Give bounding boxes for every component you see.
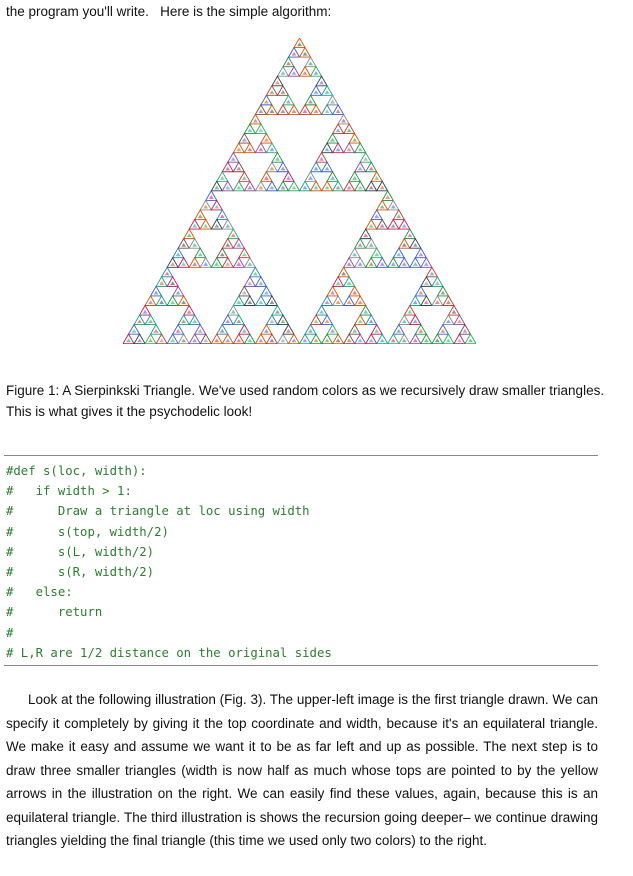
triangle-fill-mark [374, 329, 379, 333]
triangle-fill-mark [236, 186, 241, 190]
triangle-fill-mark [407, 233, 412, 237]
triangle-fill-mark [198, 329, 203, 333]
triangle-fill-mark [209, 195, 214, 199]
triangle-fill-mark [236, 338, 241, 342]
triangle-fill-mark [198, 214, 203, 218]
triangle-fill-mark [220, 252, 225, 256]
triangle-fill-mark [341, 272, 346, 276]
triangle-fill-mark [396, 252, 401, 256]
triangle-fill-mark [281, 71, 286, 75]
triangle-fill-mark [418, 291, 423, 295]
triangle-fill-mark [336, 109, 341, 113]
code-comment-marker: # [6, 585, 14, 600]
triangle-fill-mark [181, 243, 186, 247]
triangle-fill-mark [435, 300, 440, 304]
triangle-fill-mark [468, 338, 473, 342]
triangle-fill-mark [247, 281, 252, 285]
triangle-fill-mark [258, 338, 263, 342]
triangle-fill-mark [303, 71, 308, 75]
triangle-fill-mark [424, 300, 429, 304]
triangle-fill-mark [325, 90, 330, 94]
triangle-fill-mark [264, 138, 269, 142]
triangle-fill-mark [424, 281, 429, 285]
triangle-fill-mark [225, 319, 230, 323]
triangle-fill-mark [380, 205, 385, 209]
triangle-fill-mark [402, 243, 407, 247]
triangle-fill-mark [203, 338, 208, 342]
triangle-fill-mark [308, 329, 313, 333]
triangle-fill-mark [187, 233, 192, 237]
triangle-fill-mark [391, 338, 396, 342]
code-line [6, 582, 332, 602]
triangle-fill-mark [132, 329, 137, 333]
triangle-fill-mark [352, 291, 357, 295]
triangle-fill-mark [396, 329, 401, 333]
triangle-fill-mark [292, 109, 297, 113]
triangle-fill-mark [225, 262, 230, 266]
triangle-fill-mark [247, 300, 252, 304]
triangle-fill-mark [281, 90, 286, 94]
triangle-fill-mark [308, 61, 313, 65]
triangle-fill-mark [336, 300, 341, 304]
code-line-text: s(top, width/2) [13, 524, 169, 539]
triangle-fill-mark [319, 310, 324, 314]
triangle-fill-mark [264, 100, 269, 104]
triangle-fill-mark [258, 109, 263, 113]
triangle-fill-mark [347, 147, 352, 151]
triangle-fill-mark [369, 166, 374, 170]
triangle-fill-mark [269, 338, 274, 342]
triangle-fill-mark [457, 338, 462, 342]
triangle-fill-mark [214, 224, 219, 228]
triangle-fill-mark [330, 329, 335, 333]
triangle-fill-mark [203, 205, 208, 209]
triangle-fill-mark [170, 281, 175, 285]
triangle-fill-mark [358, 262, 363, 266]
code-comment-marker: # [6, 464, 14, 478]
triangle-fill-mark [336, 281, 341, 285]
triangle-fill-mark [407, 310, 412, 314]
triangle-fill-mark [358, 147, 363, 151]
triangle-fill-mark [137, 319, 142, 323]
triangle-fill-mark [363, 157, 368, 161]
triangle-fill-mark [446, 338, 451, 342]
triangle-fill-mark [380, 224, 385, 228]
code-line [6, 562, 332, 582]
triangle-fill-mark [314, 319, 319, 323]
code-comment-marker: # [6, 605, 14, 620]
triangle-fill-mark [319, 157, 324, 161]
triangle-fill-mark [165, 272, 170, 276]
triangle-fill-mark [435, 338, 440, 342]
triangle-fill-mark [347, 262, 352, 266]
triangle-fill-mark [402, 224, 407, 228]
code-line-text: s(L, width/2) [13, 544, 155, 559]
triangle-fill-mark [275, 310, 280, 314]
triangle-fill-mark [336, 338, 341, 342]
figure-caption: Figure 1: A Sierpinkski Triangle. We've used random colors as we recursively draw smaller triangles. This is what gives it the psychodelic look! [6, 383, 605, 419]
triangle-fill-mark [341, 119, 346, 123]
code-listing [6, 461, 332, 663]
code-comment-marker: # [6, 524, 14, 539]
triangle-fill-mark [330, 176, 335, 180]
code-line-text: if width > 1: [13, 484, 132, 499]
triangle-fill-mark [369, 262, 374, 266]
body-paragraph-text: Look at the following illustration (Fig. 3). The upper-left image is the first triangle drawn. We can specify it completely by giving it the top coordinate and width, because it's an equilateral triangle. We make it easy and assume we want it to be as far left and up as possible. The next step is to draw three smaller triangles (width is now half as much whose tops are pointed to by the yellow arrows in the illustration on the right. We can easily find these values, again, because this is an equilateral triangle. The third illustration is shows the recursion going deeper– we continue drawing triangles yielding the final triangle (this time we used only two colors) to the right. [6, 692, 598, 848]
triangle-fill-mark [358, 338, 363, 342]
triangle-fill-mark [446, 319, 451, 323]
triangle-fill-mark [214, 205, 219, 209]
triangle-fill-mark [236, 166, 241, 170]
code-comment-marker: # [6, 544, 14, 559]
code-line-text: else: [13, 585, 73, 600]
triangle-fill-mark [176, 291, 181, 295]
triangle-fill-mark [413, 338, 418, 342]
triangle-fill-mark [225, 243, 230, 247]
triangle-fill-mark [413, 300, 418, 304]
triangle-fill-mark [303, 338, 308, 342]
triangle-fill-mark [258, 300, 263, 304]
triangle-fill-mark [181, 262, 186, 266]
triangle-fill-mark [325, 166, 330, 170]
triangle-fill-mark [264, 176, 269, 180]
triangle-fill-mark [214, 186, 219, 190]
triangle-fill-mark [192, 224, 197, 228]
triangle-fill-mark [231, 310, 236, 314]
triangle-fill-mark [286, 176, 291, 180]
code-line [6, 542, 332, 562]
triangle-fill-mark [148, 338, 153, 342]
triangle-fill-mark [247, 147, 252, 151]
triangle-fill-mark [347, 300, 352, 304]
triangle-fill-mark [413, 262, 418, 266]
triangle-fill-mark [352, 252, 357, 256]
triangle-fill-mark [275, 81, 280, 85]
body-paragraph [6, 688, 598, 853]
triangle-fill-mark [176, 252, 181, 256]
triangle-fill-mark [292, 52, 297, 56]
triangle-fill-mark [281, 109, 286, 113]
code-line-text: s(R, width/2) [13, 564, 155, 579]
triangle-fill-mark [220, 214, 225, 218]
triangle-fill-mark [143, 310, 148, 314]
triangle-fill-mark [269, 90, 274, 94]
triangle-fill-mark [319, 81, 324, 85]
triangle-fill-mark [325, 147, 330, 151]
triangle-fill-mark [369, 338, 374, 342]
code-line [6, 481, 332, 501]
code-bottom-rule [4, 665, 598, 666]
triangle-fill-mark [374, 214, 379, 218]
triangle-fill-mark [413, 319, 418, 323]
triangle-fill-mark [181, 300, 186, 304]
triangle-fill-mark [203, 262, 208, 266]
triangle-fill-mark [170, 338, 175, 342]
triangle-fill-mark [330, 100, 335, 104]
triangle-fill-mark [358, 243, 363, 247]
triangle-fill-mark [286, 100, 291, 104]
triangle-fill-mark [253, 119, 258, 123]
triangle-fill-mark [181, 319, 186, 323]
triangle-fill-mark [281, 166, 286, 170]
triangle-fill-mark [347, 128, 352, 132]
triangle-fill-mark [402, 262, 407, 266]
triangle-fill-mark [424, 262, 429, 266]
triangle-fill-mark [314, 90, 319, 94]
triangle-fill-mark [264, 291, 269, 295]
triangle-fill-mark [269, 300, 274, 304]
triangle-fill-mark [358, 186, 363, 190]
triangle-fill-mark [314, 71, 319, 75]
triangle-fill-mark [220, 329, 225, 333]
triangle-fill-mark [380, 338, 385, 342]
triangle-fill-mark [418, 329, 423, 333]
triangle-fill-mark [452, 310, 457, 314]
triangle-fill-mark [303, 52, 308, 56]
triangle-fill-mark [269, 319, 274, 323]
triangle-fill-mark [192, 262, 197, 266]
triangle-fill-mark [258, 147, 263, 151]
triangle-fill-mark [192, 243, 197, 247]
intro-text: the program you'll write. Here is the simple algorithm: [6, 4, 332, 19]
code-top-rule [4, 455, 598, 456]
sierpinski-triangle-figure [123, 38, 476, 344]
triangle-fill-mark [181, 338, 186, 342]
triangle-fill-mark [308, 176, 313, 180]
triangle-fill-mark [247, 128, 252, 132]
triangle-fill-mark [258, 281, 263, 285]
code-line [6, 522, 332, 542]
triangle-fill-mark [391, 262, 396, 266]
triangle-fill-mark [225, 338, 230, 342]
triangle-fill-mark [281, 338, 286, 342]
triangle-fill-mark [352, 329, 357, 333]
triangle-fill-mark [374, 252, 379, 256]
code-comment-marker: # [6, 484, 14, 499]
triangle-fill-mark [374, 176, 379, 180]
triangle-fill-mark [297, 42, 302, 46]
triangle-fill-mark [358, 166, 363, 170]
triangle-fill-mark [424, 338, 429, 342]
triangle-fill-mark [159, 300, 164, 304]
triangle-fill-mark [396, 214, 401, 218]
triangle-fill-mark [264, 329, 269, 333]
code-line [6, 602, 332, 622]
triangle-fill-mark [198, 252, 203, 256]
triangle-fill-mark [220, 176, 225, 180]
triangle-fill-mark [225, 224, 230, 228]
code-comment-marker: # [6, 504, 14, 519]
triangle-fill-mark [231, 233, 236, 237]
triangle-fill-mark [325, 338, 330, 342]
triangle-fill-mark [292, 338, 297, 342]
triangle-fill-mark [247, 338, 252, 342]
triangle-fill-mark [418, 252, 423, 256]
triangle-fill-mark [269, 109, 274, 113]
triangle-fill-mark [385, 195, 390, 199]
triangle-fill-mark [258, 128, 263, 132]
triangle-fill-mark [214, 338, 219, 342]
triangle-fill-mark [148, 319, 153, 323]
triangle-fill-mark [253, 272, 258, 276]
triangle-fill-mark [325, 300, 330, 304]
triangle-fill-mark [242, 252, 247, 256]
triangle-fill-mark [236, 300, 241, 304]
triangle-fill-mark [247, 186, 252, 190]
triangle-fill-mark [170, 262, 175, 266]
code-comment-marker: # [6, 645, 14, 660]
triangle-fill-mark [159, 281, 164, 285]
triangle-fill-mark [380, 262, 385, 266]
triangle-fill-mark [269, 147, 274, 151]
triangle-fill-mark [330, 138, 335, 142]
triangle-fill-mark [203, 224, 208, 228]
triangle-fill-mark [314, 338, 319, 342]
triangle-fill-mark [292, 71, 297, 75]
triangle-fill-mark [281, 319, 286, 323]
triangle-fill-mark [347, 186, 352, 190]
triangle-fill-mark [303, 186, 308, 190]
triangle-fill-mark [236, 147, 241, 151]
code-line-text: return [13, 605, 103, 620]
triangle-fill-mark [330, 291, 335, 295]
triangle-fill-mark [358, 319, 363, 323]
triangle-fill-mark [358, 300, 363, 304]
triangle-fill-mark [154, 329, 159, 333]
triangle-fill-mark [225, 166, 230, 170]
triangle-fill-mark [446, 300, 451, 304]
triangle-fill-mark [126, 338, 131, 342]
triangle-fill-mark [314, 166, 319, 170]
code-line [6, 501, 332, 521]
triangle-fill-mark [369, 224, 374, 228]
triangle-fill-mark [336, 147, 341, 151]
triangle-fill-mark [242, 176, 247, 180]
triangle-fill-mark [347, 281, 352, 285]
triangle-fill-mark [347, 338, 352, 342]
triangle-fill-mark [303, 109, 308, 113]
triangle-fill-mark [363, 233, 368, 237]
triangle-fill-mark [391, 224, 396, 228]
triangle-fill-mark [159, 338, 164, 342]
triangle-fill-mark [413, 243, 418, 247]
triangle-fill-mark [292, 186, 297, 190]
triangle-fill-mark [369, 243, 374, 247]
triangle-fill-mark [435, 281, 440, 285]
triangle-fill-mark [457, 319, 462, 323]
triangle-fill-mark [402, 338, 407, 342]
triangle-fill-mark [440, 291, 445, 295]
triangle-fill-mark [269, 166, 274, 170]
triangle-fill-mark [137, 338, 142, 342]
triangle-fill-mark [170, 300, 175, 304]
triangle-fill-mark [236, 243, 241, 247]
triangle-fill-mark [440, 329, 445, 333]
triangle-fill-mark [192, 319, 197, 323]
triangle-fill-mark [325, 109, 330, 113]
triangle-fill-mark [308, 100, 313, 104]
code-line [6, 623, 332, 643]
triangle-fill-mark [391, 205, 396, 209]
triangle-fill-mark [258, 186, 263, 190]
triangle-fill-mark [275, 157, 280, 161]
triangle-fill-mark [247, 262, 252, 266]
triangle-fill-mark [154, 291, 159, 295]
triangle-fill-mark [192, 338, 197, 342]
triangle-fill-mark [242, 138, 247, 142]
triangle-fill-mark [236, 262, 241, 266]
triangle-fill-mark [463, 329, 468, 333]
triangle-fill-mark [325, 319, 330, 323]
code-line [6, 643, 332, 663]
triangle-fill-mark [286, 61, 291, 65]
triangle-fill-mark [242, 329, 247, 333]
triangle-fill-mark [429, 272, 434, 276]
code-line-text: L,R are 1/2 distance on the original sides [13, 645, 332, 660]
triangle-fill-mark [363, 310, 368, 314]
triangle-fill-mark [187, 310, 192, 314]
triangle-fill-mark [148, 300, 153, 304]
triangle-fill-mark [380, 186, 385, 190]
triangle-fill-mark [352, 176, 357, 180]
triangle-fill-mark [236, 319, 241, 323]
triangle-fill-mark [242, 291, 247, 295]
triangle-fill-mark [336, 128, 341, 132]
triangle-fill-mark [336, 186, 341, 190]
triangle-fill-mark [369, 186, 374, 190]
code-line [6, 461, 332, 481]
triangle-fill-mark [314, 109, 319, 113]
triangle-fill-mark [325, 186, 330, 190]
triangle-fill-mark [269, 186, 274, 190]
triangle-fill-mark [369, 319, 374, 323]
triangle-fill-mark [402, 319, 407, 323]
triangle-fill-mark [231, 157, 236, 161]
triangle-fill-mark [225, 186, 230, 190]
triangle-fill-mark [314, 186, 319, 190]
triangle-fill-mark [286, 329, 291, 333]
triangle-fill-mark [352, 138, 357, 142]
triangle-fill-mark [281, 186, 286, 190]
code-comment-marker: # [6, 564, 14, 579]
code-line-text: Draw a triangle at loc using width [13, 504, 310, 519]
code-line-text: def s(loc, width): [13, 464, 147, 478]
code-comment-marker: # [6, 625, 14, 640]
triangle-fill-mark [176, 329, 181, 333]
triangle-fill-mark [214, 262, 219, 266]
